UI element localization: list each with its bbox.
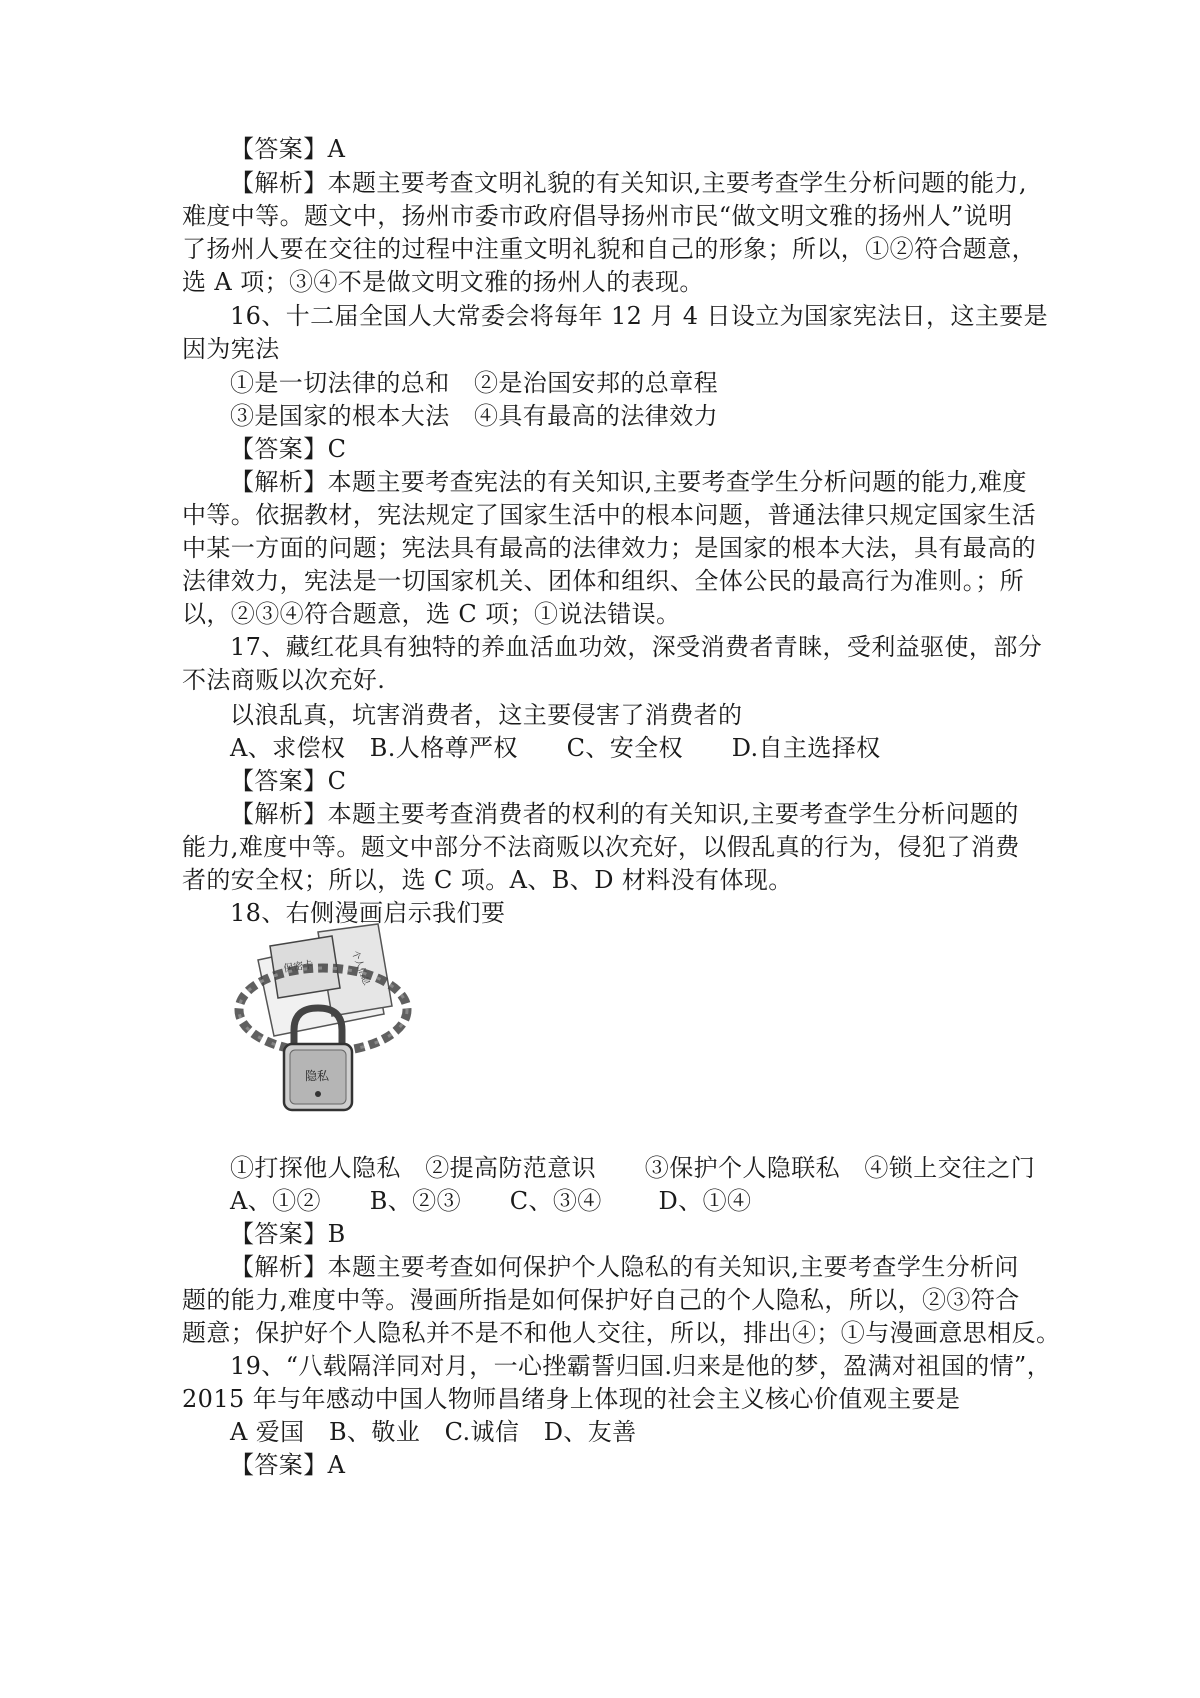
q17-stem-line-2: 不法商贩以次充好. <box>182 666 386 694</box>
cartoon-card-right-text: 个人信息 <box>349 949 371 987</box>
q18-answer: 【答案】B <box>230 1220 346 1248</box>
q17-analysis-line-1: 【解析】本题主要考查消费者的权利的有关知识,主要考查学生分析问题的 <box>230 800 1019 828</box>
q17-stem-line-1: 17、藏红花具有独特的养血活血功效，深受消费者青睐，受利益驱使，部分 <box>230 633 1043 661</box>
q15-analysis-line-3: 了扬州人要在交往的过程中注重文明礼貌和自己的形象；所以，①②符合题意， <box>182 235 1036 263</box>
q18-analysis-line-2: 题的能力,难度中等。漫画所指是如何保护好自己的个人隐私，所以，②③符合 <box>182 1286 1020 1314</box>
q17-answer: 【答案】C <box>230 767 347 795</box>
q15-analysis-line-4: 选 A 项；③④不是做文明文雅的扬州人的表现。 <box>182 268 704 296</box>
cartoon-card-left-text: 保密卡 <box>282 959 315 975</box>
q15-answer: 【答案】A <box>230 135 346 163</box>
q16-analysis-line-2: 中等。依据教材，宪法规定了国家生活中的根本问题，普通法律只规定国家生活 <box>182 501 1036 529</box>
q17-options: A、求偿权 B.人格尊严权 C、安全权 D.自主选择权 <box>230 734 881 762</box>
q16-analysis-line-3: 中某一方面的问题；宪法具有最高的法律效力；是国家的根本大法，具有最高的 <box>182 534 1036 562</box>
q18-stem: 18、右侧漫画启示我们要 <box>230 899 506 927</box>
q16-answer: 【答案】C <box>230 435 347 463</box>
q17-analysis-line-2: 能力,难度中等。题文中部分不法商贩以次充好，以假乱真的行为，侵犯了消费 <box>182 833 1020 861</box>
q19-stem-line-1: 19、“八载隔洋同对月，一心挫霸誓归国.归来是他的梦，盈满对祖国的情”， <box>230 1352 1052 1380</box>
q19-answer: 【答案】A <box>230 1451 346 1479</box>
cartoon-cards <box>258 924 392 1036</box>
q15-analysis-line-1: 【解析】本题主要考查文明礼貌的有关知识,主要考查学生分析问题的能力, <box>230 169 1027 197</box>
q16-analysis-line-5: 以，②③④符合题意，选 C 项；①说法错误。 <box>182 600 681 628</box>
padlock-chain-cartoon <box>228 918 418 1118</box>
q18-choices: ①打探他人隐私 ②提高防范意识 ③保护个人隐联私 ④锁上交往之门 <box>230 1154 1036 1182</box>
q16-stem-line-1: 16、十二届全国人大常委会将每年 12 月 4 日设立为国家宪法日，这主要是 <box>230 302 1049 330</box>
q18-analysis-line-3: 题意；保护好个人隐私并不是不和他人交往，所以，排出④；①与漫画意思相反。 <box>182 1319 1061 1347</box>
q19-options: A 爱国 B、敬业 C.诚信 D、友善 <box>230 1418 637 1446</box>
q18-options: A、①② B、②③ C、③④ D、①④ <box>230 1187 752 1215</box>
q17-analysis-line-3: 者的安全权；所以，选 C 项。A、B、D 材料没有体现。 <box>182 866 793 894</box>
q17-stem-line-3: 以浪乱真，坑害消费者，这主要侵害了消费者的 <box>230 701 743 729</box>
q16-options-line-1: ①是一切法律的总和 ②是治国安邦的总章程 <box>230 369 718 397</box>
q18-analysis-line-1: 【解析】本题主要考查如何保护个人隐私的有关知识,主要考查学生分析问 <box>230 1253 1019 1281</box>
q16-analysis-line-4: 法律效力，宪法是一切国家机关、团体和组织、全体公民的最高行为准则。；所 <box>182 567 1024 595</box>
q16-stem-line-2: 因为宪法 <box>182 335 280 363</box>
q16-options-line-2: ③是国家的根本大法 ④具有最高的法律效力 <box>230 402 718 430</box>
cartoon-lock-text: 隐私 <box>305 1069 330 1083</box>
q16-analysis-line-1: 【解析】本题主要考查宪法的有关知识,主要考查学生分析问题的能力,难度 <box>230 468 1027 496</box>
q15-analysis-line-2: 难度中等。题文中，扬州市委市政府倡导扬州市民“做文明文雅的扬州人”说明 <box>182 202 1013 230</box>
q19-stem-line-2: 2015 年与年感动中国人物师昌绪身上体现的社会主义核心价值观主要是 <box>182 1385 961 1413</box>
